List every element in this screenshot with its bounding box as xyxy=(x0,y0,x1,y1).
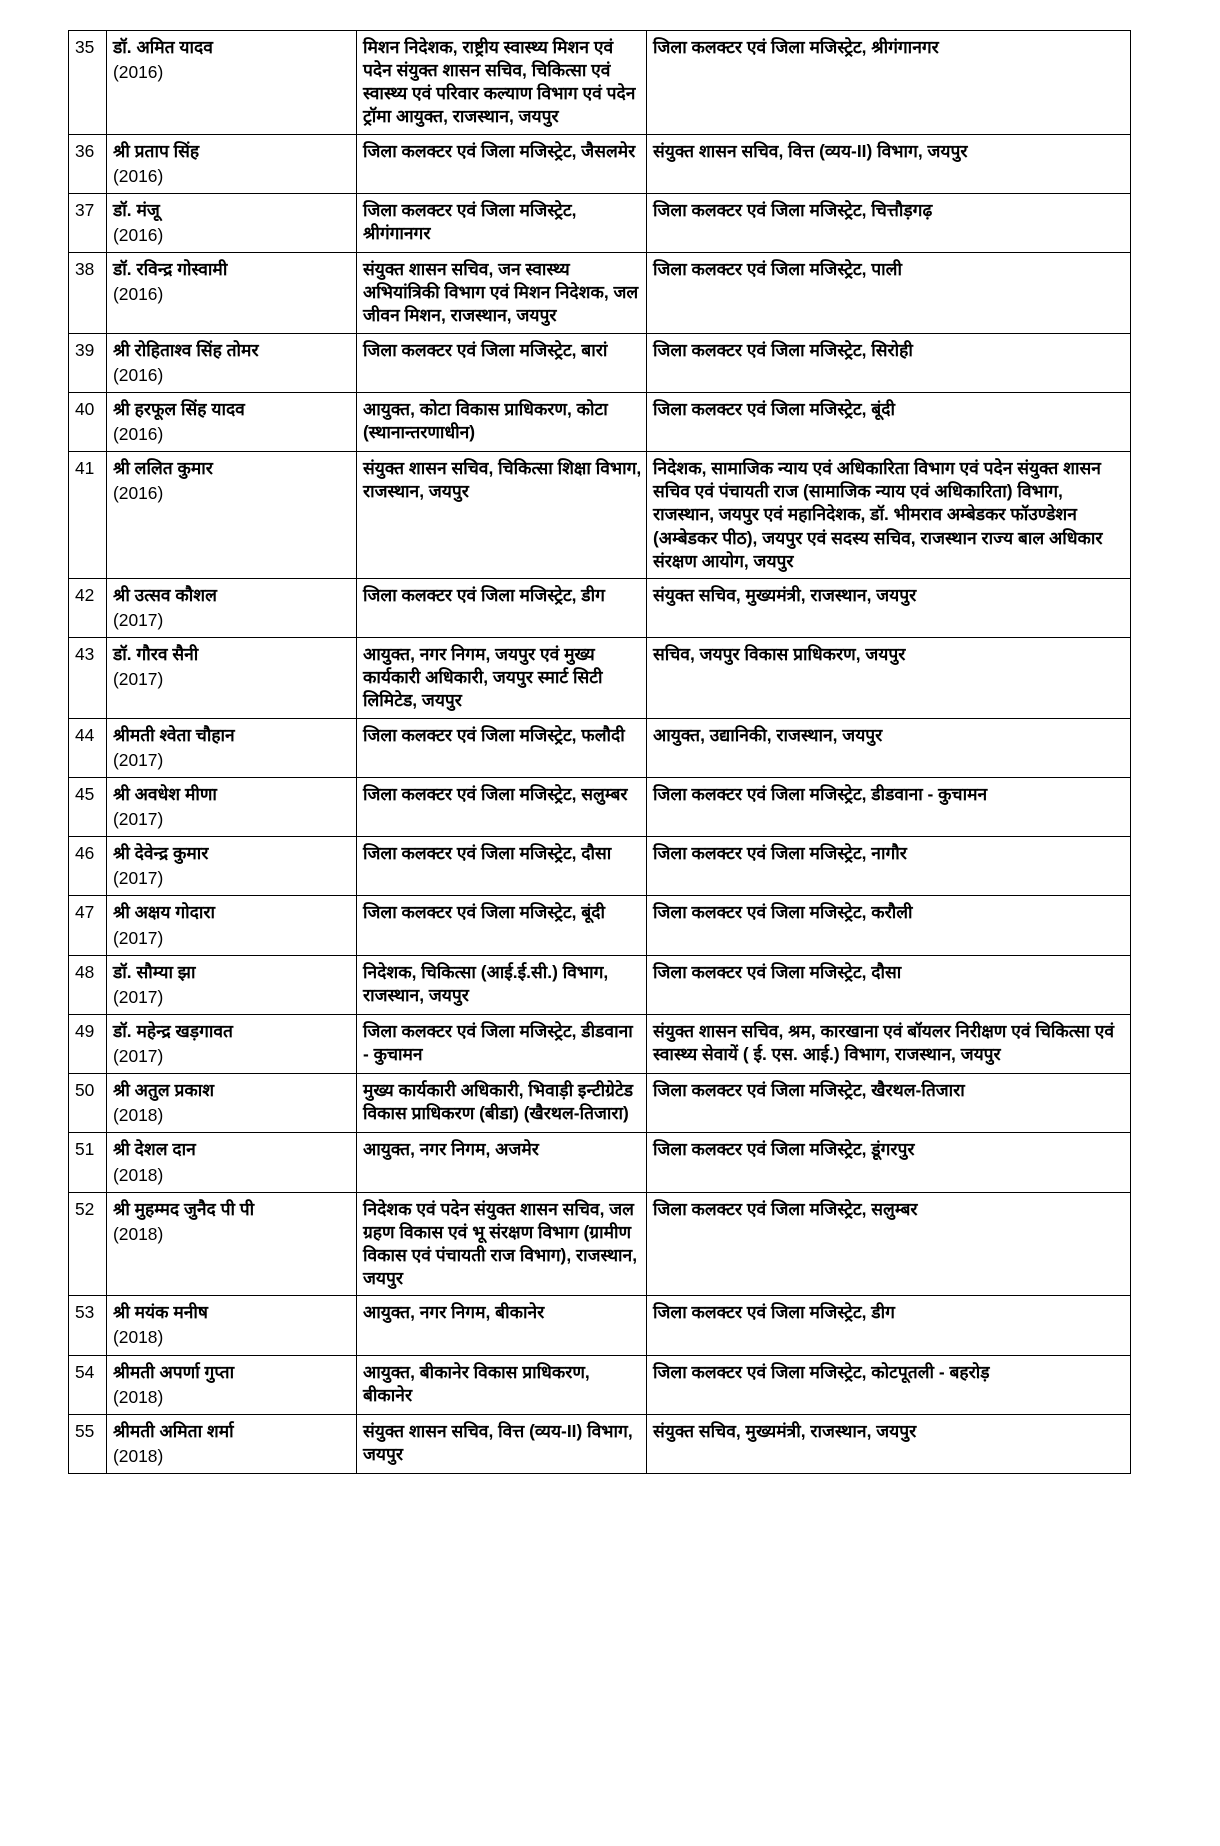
cell-present-posting: मुख्य कार्यकारी अधिकारी, भिवाड़ी इन्टीग्रेटेड विकास प्राधिकरण (बीडा) (खैरथल-तिजारा) xyxy=(357,1074,647,1133)
cell-officer-name xyxy=(107,452,357,579)
cell-serial-number: 50 xyxy=(69,1074,107,1133)
table-row xyxy=(69,578,1131,637)
officer-name-text: श्री प्रताप सिंह xyxy=(113,140,200,161)
officer-batch-year: (2016) xyxy=(113,423,164,444)
cell-new-posting: जिला कलक्टर एवं जिला मजिस्ट्रेट, सलुम्बर xyxy=(647,1192,1131,1296)
officer-name-text: श्री रोहिताश्व सिंह तोमर xyxy=(113,339,259,360)
officer-name-text: डॉ. रविन्द्र गोस्वामी xyxy=(113,259,228,280)
officer-batch-year: (2017) xyxy=(113,808,164,829)
officer-name-text: डॉ. महेन्द्र खड़गावत xyxy=(113,1020,233,1041)
cell-new-posting: जिला कलक्टर एवं जिला मजिस्ट्रेट, सिरोही xyxy=(647,333,1131,392)
cell-serial-number: 38 xyxy=(69,253,107,333)
cell-serial-number: 41 xyxy=(69,452,107,579)
cell-officer-name xyxy=(107,638,357,718)
officer-name-text: श्री हरफूल सिंह यादव xyxy=(113,398,245,419)
table-row xyxy=(69,392,1131,451)
table-row xyxy=(69,333,1131,392)
cell-serial-number: 49 xyxy=(69,1014,107,1073)
officer-name-text: श्री उत्सव कौशल xyxy=(113,584,217,605)
officer-name-text: श्री अतुल प्रकाश xyxy=(113,1080,215,1101)
officer-name-text: श्री मुहम्मद जुनैद पी पी xyxy=(113,1198,255,1219)
cell-present-posting: जिला कलक्टर एवं जिला मजिस्ट्रेट, श्रीगंगानगर xyxy=(357,193,647,252)
cell-serial-number: 52 xyxy=(69,1192,107,1296)
table-row xyxy=(69,1074,1131,1133)
cell-new-posting: जिला कलक्टर एवं जिला मजिस्ट्रेट, खैरथल-तिजारा xyxy=(647,1074,1131,1133)
officer-batch-year: (2017) xyxy=(113,868,164,889)
cell-new-posting: संयुक्त सचिव, मुख्यमंत्री, राजस्थान, जयपुर xyxy=(647,1414,1131,1473)
cell-serial-number: 45 xyxy=(69,777,107,836)
table-row xyxy=(69,837,1131,896)
cell-officer-name xyxy=(107,333,357,392)
cell-present-posting: जिला कलक्टर एवं जिला मजिस्ट्रेट, फलौदी xyxy=(357,718,647,777)
cell-officer-name xyxy=(107,134,357,193)
cell-present-posting: जिला कलक्टर एवं जिला मजिस्ट्रेट, सलुम्बर xyxy=(357,777,647,836)
cell-present-posting: जिला कलक्टर एवं जिला मजिस्ट्रेट, बारां xyxy=(357,333,647,392)
cell-present-posting: संयुक्त शासन सचिव, जन स्वास्थ्य अभियांत्रिकी विभाग एवं मिशन निदेशक, जल जीवन मिशन, राजस्थान, जयपुर xyxy=(357,253,647,333)
cell-new-posting: जिला कलक्टर एवं जिला मजिस्ट्रेट, डीग xyxy=(647,1296,1131,1355)
cell-officer-name xyxy=(107,777,357,836)
cell-serial-number: 54 xyxy=(69,1355,107,1414)
officer-batch-year: (2016) xyxy=(113,483,164,504)
table-row xyxy=(69,638,1131,718)
cell-serial-number: 53 xyxy=(69,1296,107,1355)
officer-batch-year: (2018) xyxy=(113,1164,164,1185)
officer-batch-year: (2017) xyxy=(113,927,164,948)
table-row xyxy=(69,134,1131,193)
officer-batch-year: (2018) xyxy=(113,1105,164,1126)
officer-name-text: श्री देवेन्द्र कुमार xyxy=(113,843,209,864)
table-row xyxy=(69,452,1131,579)
officer-name-text: डॉ. सौम्या झा xyxy=(113,961,196,982)
cell-present-posting: संयुक्त शासन सचिव, चिकित्सा शिक्षा विभाग, राजस्थान, जयपुर xyxy=(357,452,647,579)
officer-batch-year: (2017) xyxy=(113,609,164,630)
officer-name-text: डॉ. मंजू xyxy=(113,199,160,220)
cell-officer-name xyxy=(107,193,357,252)
officer-batch-year: (2018) xyxy=(113,1327,164,1348)
cell-present-posting: जिला कलक्टर एवं जिला मजिस्ट्रेट, डीग xyxy=(357,578,647,637)
cell-officer-name xyxy=(107,837,357,896)
cell-officer-name xyxy=(107,31,357,135)
cell-new-posting: जिला कलक्टर एवं जिला मजिस्ट्रेट, चित्तौड़गढ़ xyxy=(647,193,1131,252)
officer-batch-year: (2016) xyxy=(113,364,164,385)
cell-new-posting: जिला कलक्टर एवं जिला मजिस्ट्रेट, करौली xyxy=(647,896,1131,955)
cell-serial-number: 39 xyxy=(69,333,107,392)
table-row xyxy=(69,1355,1131,1414)
cell-officer-name xyxy=(107,253,357,333)
cell-serial-number: 46 xyxy=(69,837,107,896)
cell-officer-name xyxy=(107,1074,357,1133)
officer-batch-year: (2018) xyxy=(113,1446,164,1467)
cell-serial-number: 48 xyxy=(69,955,107,1014)
cell-present-posting: जिला कलक्टर एवं जिला मजिस्ट्रेट, डीडवाना - कुचामन xyxy=(357,1014,647,1073)
cell-serial-number: 51 xyxy=(69,1133,107,1192)
officer-batch-year: (2017) xyxy=(113,749,164,770)
cell-new-posting: जिला कलक्टर एवं जिला मजिस्ट्रेट, श्रीगंगानगर xyxy=(647,31,1131,135)
cell-officer-name xyxy=(107,392,357,451)
cell-serial-number: 37 xyxy=(69,193,107,252)
cell-new-posting: संयुक्त सचिव, मुख्यमंत्री, राजस्थान, जयपुर xyxy=(647,578,1131,637)
cell-present-posting: आयुक्त, नगर निगम, बीकानेर xyxy=(357,1296,647,1355)
table-row xyxy=(69,1414,1131,1473)
cell-present-posting: संयुक्त शासन सचिव, वित्त (व्यय-II) विभाग, जयपुर xyxy=(357,1414,647,1473)
cell-officer-name xyxy=(107,955,357,1014)
cell-serial-number: 55 xyxy=(69,1414,107,1473)
officer-name-text: श्रीमती श्वेता चौहान xyxy=(113,724,235,745)
cell-new-posting: संयुक्त शासन सचिव, श्रम, कारखाना एवं बॉयलर निरीक्षण एवं चिकित्सा एवं स्वास्थ्य सेवायें ( ई. एस. आई.) विभाग, राजस्थान, जयपुर xyxy=(647,1014,1131,1073)
officer-name-text: श्री अक्षय गोदारा xyxy=(113,902,215,923)
table-row xyxy=(69,777,1131,836)
officer-batch-year: (2016) xyxy=(113,284,164,305)
officer-name-text: डॉ. अमित यादव xyxy=(113,37,213,57)
cell-present-posting: आयुक्त, नगर निगम, जयपुर एवं मुख्य कार्यकारी अधिकारी, जयपुर स्मार्ट सिटी लिमिटेड, जयपुर xyxy=(357,638,647,718)
cell-officer-name xyxy=(107,1355,357,1414)
table-body xyxy=(69,31,1131,1474)
table-row xyxy=(69,31,1131,135)
officer-batch-year: (2016) xyxy=(113,62,164,83)
table-row xyxy=(69,1296,1131,1355)
cell-officer-name xyxy=(107,1014,357,1073)
cell-new-posting: जिला कलक्टर एवं जिला मजिस्ट्रेट, पाली xyxy=(647,253,1131,333)
officer-batch-year: (2017) xyxy=(113,1046,164,1067)
officer-transfer-table xyxy=(68,30,1131,1474)
cell-present-posting: निदेशक एवं पदेन संयुक्त शासन सचिव, जल ग्रहण विकास एवं भू संरक्षण विभाग (ग्रामीण विकास एवं पंचायती राज विभाग), राजस्थान, जयपुर xyxy=(357,1192,647,1296)
cell-serial-number: 47 xyxy=(69,896,107,955)
cell-present-posting: निदेशक, चिकित्सा (आई.ई.सी.) विभाग, राजस्थान, जयपुर xyxy=(357,955,647,1014)
cell-new-posting: जिला कलक्टर एवं जिला मजिस्ट्रेट, बूंदी xyxy=(647,392,1131,451)
cell-present-posting: मिशन निदेशक, राष्ट्रीय स्वास्थ्य मिशन एवं पदेन संयुक्त शासन सचिव, चिकित्सा एवं स्वास्थ्य एवं परिवार कल्याण विभाग एवं पदेन ट्रॉमा आयुक्त, राजस्थान, जयपुर xyxy=(357,31,647,135)
cell-new-posting: जिला कलक्टर एवं जिला मजिस्ट्रेट, डीडवाना - कुचामन xyxy=(647,777,1131,836)
cell-officer-name xyxy=(107,1296,357,1355)
cell-new-posting: जिला कलक्टर एवं जिला मजिस्ट्रेट, नागौर xyxy=(647,837,1131,896)
officer-batch-year: (2018) xyxy=(113,1223,164,1244)
cell-new-posting: जिला कलक्टर एवं जिला मजिस्ट्रेट, कोटपूतली - बहरोड़ xyxy=(647,1355,1131,1414)
officer-batch-year: (2018) xyxy=(113,1386,164,1407)
cell-new-posting: जिला कलक्टर एवं जिला मजिस्ट्रेट, दौसा xyxy=(647,955,1131,1014)
cell-officer-name xyxy=(107,1414,357,1473)
table-row xyxy=(69,896,1131,955)
cell-new-posting: निदेशक, सामाजिक न्याय एवं अधिकारिता विभाग एवं पदेन संयुक्त शासन सचिव एवं पंचायती राज (सामाजिक न्याय एवं अधिकारिता) विभाग, राजस्थान, जयपुर एवं महानिदेशक, डॉ. भीमराव अम्बेडकर फॉउण्डेशन (अम्बेडकर पीठ), जयपुर एवं सदस्य सचिव, राजस्थान राज्य बाल अधिकार संरक्षण आयोग, जयपुर xyxy=(647,452,1131,579)
table-row xyxy=(69,253,1131,333)
cell-present-posting: जिला कलक्टर एवं जिला मजिस्ट्रेट, जैसलमेर xyxy=(357,134,647,193)
cell-present-posting: आयुक्त, नगर निगम, अजमेर xyxy=(357,1133,647,1192)
cell-officer-name xyxy=(107,1192,357,1296)
cell-serial-number: 35 xyxy=(69,31,107,135)
cell-officer-name xyxy=(107,718,357,777)
table-row xyxy=(69,955,1131,1014)
officer-name-text: श्री मयंक मनीष xyxy=(113,1302,208,1323)
table-row xyxy=(69,1014,1131,1073)
cell-serial-number: 44 xyxy=(69,718,107,777)
officer-name-text: श्री देशल दान xyxy=(113,1139,196,1160)
table-row xyxy=(69,1133,1131,1192)
cell-new-posting: आयुक्त, उद्यानिकी, राजस्थान, जयपुर xyxy=(647,718,1131,777)
officer-batch-year: (2016) xyxy=(113,165,164,186)
cell-new-posting: जिला कलक्टर एवं जिला मजिस्ट्रेट, डूंगरपुर xyxy=(647,1133,1131,1192)
cell-officer-name xyxy=(107,896,357,955)
cell-new-posting: संयुक्त शासन सचिव, वित्त (व्यय-II) विभाग, जयपुर xyxy=(647,134,1131,193)
cell-serial-number: 36 xyxy=(69,134,107,193)
cell-officer-name xyxy=(107,578,357,637)
cell-serial-number: 40 xyxy=(69,392,107,451)
table-row xyxy=(69,1192,1131,1296)
table-row xyxy=(69,718,1131,777)
cell-present-posting: जिला कलक्टर एवं जिला मजिस्ट्रेट, दौसा xyxy=(357,837,647,896)
officer-name-text: श्री ललित कुमार xyxy=(113,458,213,479)
officer-name-text: श्रीमती अमिता शर्मा xyxy=(113,1420,234,1441)
cell-present-posting: जिला कलक्टर एवं जिला मजिस्ट्रेट, बूंदी xyxy=(357,896,647,955)
cell-officer-name xyxy=(107,1133,357,1192)
cell-new-posting: सचिव, जयपुर विकास प्राधिकरण, जयपुर xyxy=(647,638,1131,718)
officer-name-text: श्रीमती अपर्णा गुप्ता xyxy=(113,1361,235,1382)
officer-batch-year: (2016) xyxy=(113,224,164,245)
table-row xyxy=(69,193,1131,252)
cell-serial-number: 43 xyxy=(69,638,107,718)
cell-serial-number: 42 xyxy=(69,578,107,637)
cell-present-posting: आयुक्त, कोटा विकास प्राधिकरण, कोटा (स्थानान्तरणाधीन) xyxy=(357,392,647,451)
officer-batch-year: (2017) xyxy=(113,986,164,1007)
officer-batch-year: (2017) xyxy=(113,669,164,690)
officer-name-text: श्री अवधेश मीणा xyxy=(113,783,217,804)
officer-name-text: डॉ. गौरव सैनी xyxy=(113,644,199,665)
cell-present-posting: आयुक्त, बीकानेर विकास प्राधिकरण, बीकानेर xyxy=(357,1355,647,1414)
